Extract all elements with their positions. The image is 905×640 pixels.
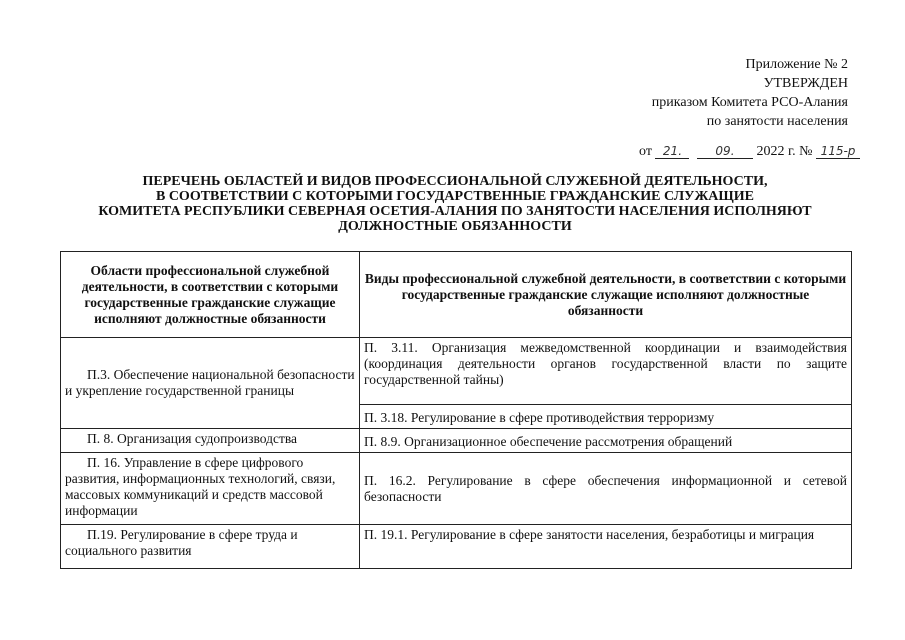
- activities-table: [60, 251, 852, 569]
- type-cell: П. 16.2. Регулирование в сфере обеспечения информационной и сетевой безопасности: [360, 453, 852, 525]
- type-cell: П. 19.1. Регулирование в сфере занятости населения, безработицы и миграция: [360, 525, 852, 569]
- order-date-line: [639, 144, 860, 160]
- title-line-1: ПЕРЕЧЕНЬ ОБЛАСТЕЙ И ВИДОВ ПРОФЕССИОНАЛЬНОЙ СЛУЖЕБНОЙ ДЕЯТЕЛЬНОСТИ,: [142, 174, 768, 189]
- table-row: [61, 525, 852, 569]
- handwritten-order-number: 115-р: [816, 144, 860, 159]
- table-row: [61, 453, 852, 525]
- year-and-number-label: 2022 г. №: [756, 144, 813, 159]
- type-cell: П. 8.9. Организационное обеспечение рассмотрения обращений: [360, 429, 852, 453]
- committee-label: по занятости населения: [706, 114, 848, 129]
- area-cell: П.19. Регулирование в сфере труда и социального развития: [61, 525, 360, 569]
- title-line-2: В СООТВЕТСТВИИ С КОТОРЫМИ ГОСУДАРСТВЕННЫЕ ГРАЖДАНСКИЕ СЛУЖАЩИЕ: [155, 189, 754, 204]
- approval-block: [652, 55, 848, 131]
- handwritten-month: 09.: [697, 144, 753, 159]
- area-cell: П. 8. Организация судопроизводства: [61, 429, 360, 453]
- approved-label: УТВЕРЖДЕН: [763, 76, 848, 91]
- type-cell: П. 3.11. Организация межведомственной координации и взаимодействия (координация деятельности органов государственной власти по защите государственной тайны): [360, 338, 852, 405]
- table-header-row: [61, 252, 852, 338]
- title-line-4: ДОЛЖНОСТНЫЕ ОБЯЗАННОСТИ: [338, 219, 572, 234]
- order-label: приказом Комитета РСО-Алания: [651, 95, 848, 110]
- handwritten-day: 21.: [655, 144, 689, 159]
- header-types: Виды профессиональной служебной деятельности, в соответствии с которыми государственные гражданские служащие исполняют должностные обязанности: [360, 252, 852, 338]
- area-cell: П.3. Обеспечение национальной безопасности и укрепление государственной границы: [61, 338, 360, 429]
- appendix-label: Приложение № 2: [745, 57, 848, 72]
- area-cell: П. 16. Управление в сфере цифрового развития, информационных технологий, связи, массовых коммуникаций и средств массовой информации: [61, 453, 360, 525]
- title-line-3: КОМИТЕТА РЕСПУБЛИКИ СЕВЕРНАЯ ОСЕТИЯ-АЛАНИЯ ПО ЗАНЯТОСТИ НАСЕЛЕНИЯ ИСПОЛНЯЮТ: [98, 204, 812, 219]
- type-cell: П. 3.18. Регулирование в сфере противодействия терроризму: [360, 405, 852, 429]
- date-prefix: от: [639, 144, 652, 159]
- table-row: [61, 338, 852, 405]
- document-title: [40, 174, 870, 234]
- table-row: [61, 429, 852, 453]
- header-areas: Области профессиональной служебной деятельности, в соответствии с которыми государственные гражданские служащие исполняют должностные обязанности: [61, 252, 360, 338]
